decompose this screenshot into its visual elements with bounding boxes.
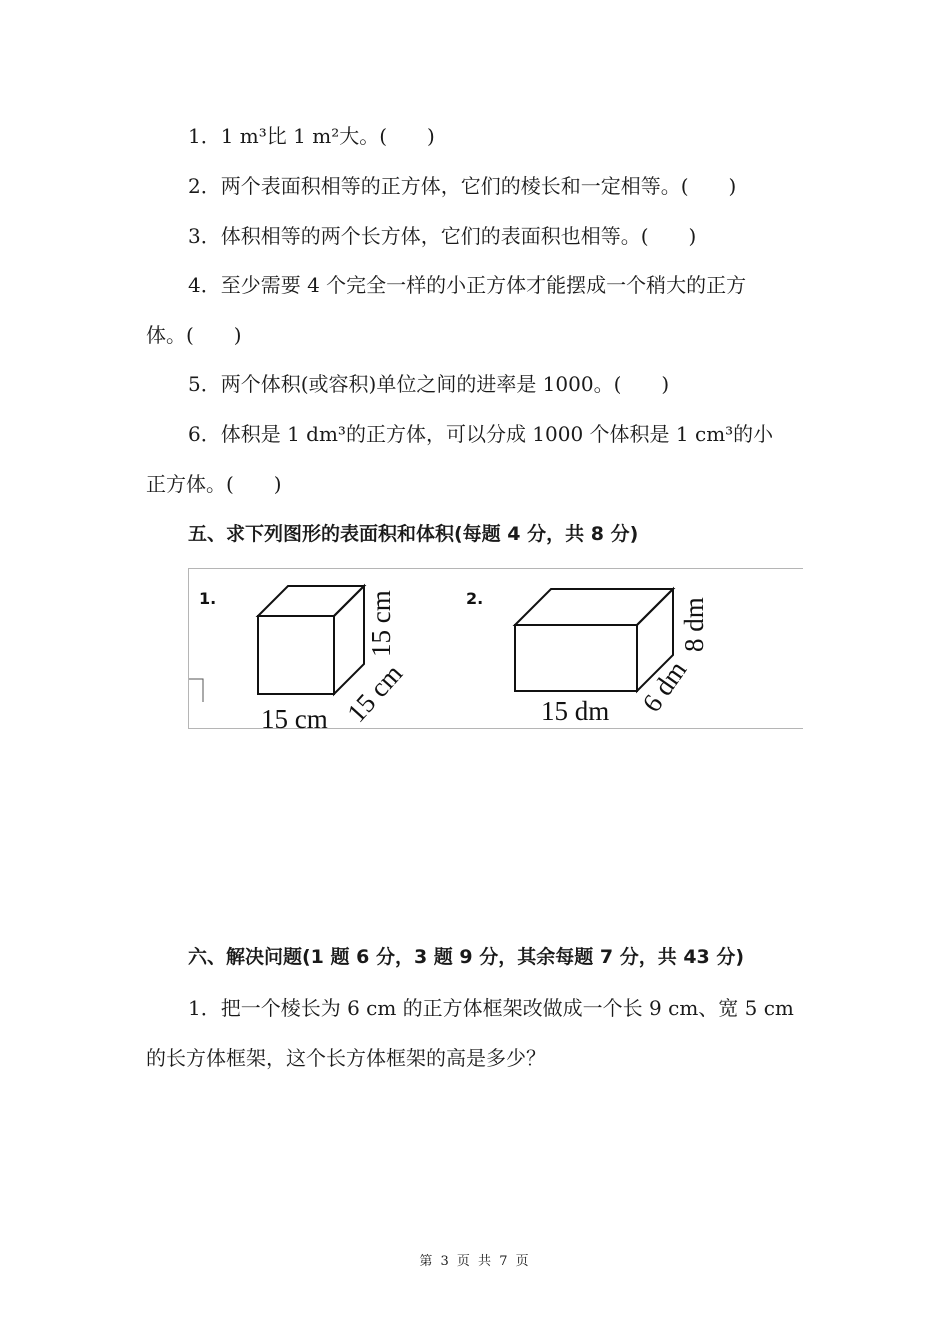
cuboid-shape [515,589,673,691]
figures-panel [188,568,803,729]
figure-2-height-label: 8 dm [679,597,709,652]
figure-1-number: 1. [199,589,217,608]
problem-1-line2: 的长方体框架，这个长方体框架的高是多少？ [146,1046,546,1070]
judgment-item-3: 3．体积相等的两个长方体，它们的表面积也相等。( ) [188,224,697,248]
cuboid-front-face [515,625,637,691]
figure-1-width-label: 15 cm [341,658,409,729]
figure-2-number: 2. [466,589,484,608]
figures-svg [189,569,804,730]
judgment-item-1: 1．1 m³比 1 m²大。( ) [188,124,435,148]
section-6-heading: 六、解决问题(1 题 6 分，3 题 9 分，其余每题 7 分，共 43 分) [188,946,745,968]
cube-front-face [258,616,334,694]
corner-mark [189,679,203,702]
judgment-item-6-line1: 6．体积是 1 dm³的正方体，可以分成 1000 个体积是 1 cm³的小 [188,422,774,446]
judgment-item-4-line2: 体。( ) [146,323,242,347]
figure-1-length-label: 15 cm [261,704,328,730]
cube-side-face [334,586,364,694]
page-footer: 第 3 页 共 7 页 [419,1254,531,1269]
problem-1-line1: 1．把一个棱长为 6 cm 的正方体框架改做成一个长 9 cm、宽 5 cm [188,996,794,1020]
judgment-item-4-line1: 4．至少需要 4 个完全一样的小正方体才能摆成一个稍大的正方 [188,273,747,297]
figure-1-height-label: 15 cm [366,590,396,657]
figure-2-width-label: 6 dm [636,655,693,718]
cube-shape [258,586,364,694]
judgment-item-2: 2．两个表面积相等的正方体，它们的棱长和一定相等。( ) [188,174,737,198]
judgment-item-5: 5．两个体积(或容积)单位之间的进率是 1000。( ) [188,372,670,396]
section-5-heading: 五、求下列图形的表面积和体积(每题 4 分，共 8 分) [188,523,639,545]
figure-2-length-label: 15 dm [541,696,610,726]
cuboid-top-face [515,589,673,625]
judgment-item-6-line2: 正方体。( ) [146,472,282,496]
